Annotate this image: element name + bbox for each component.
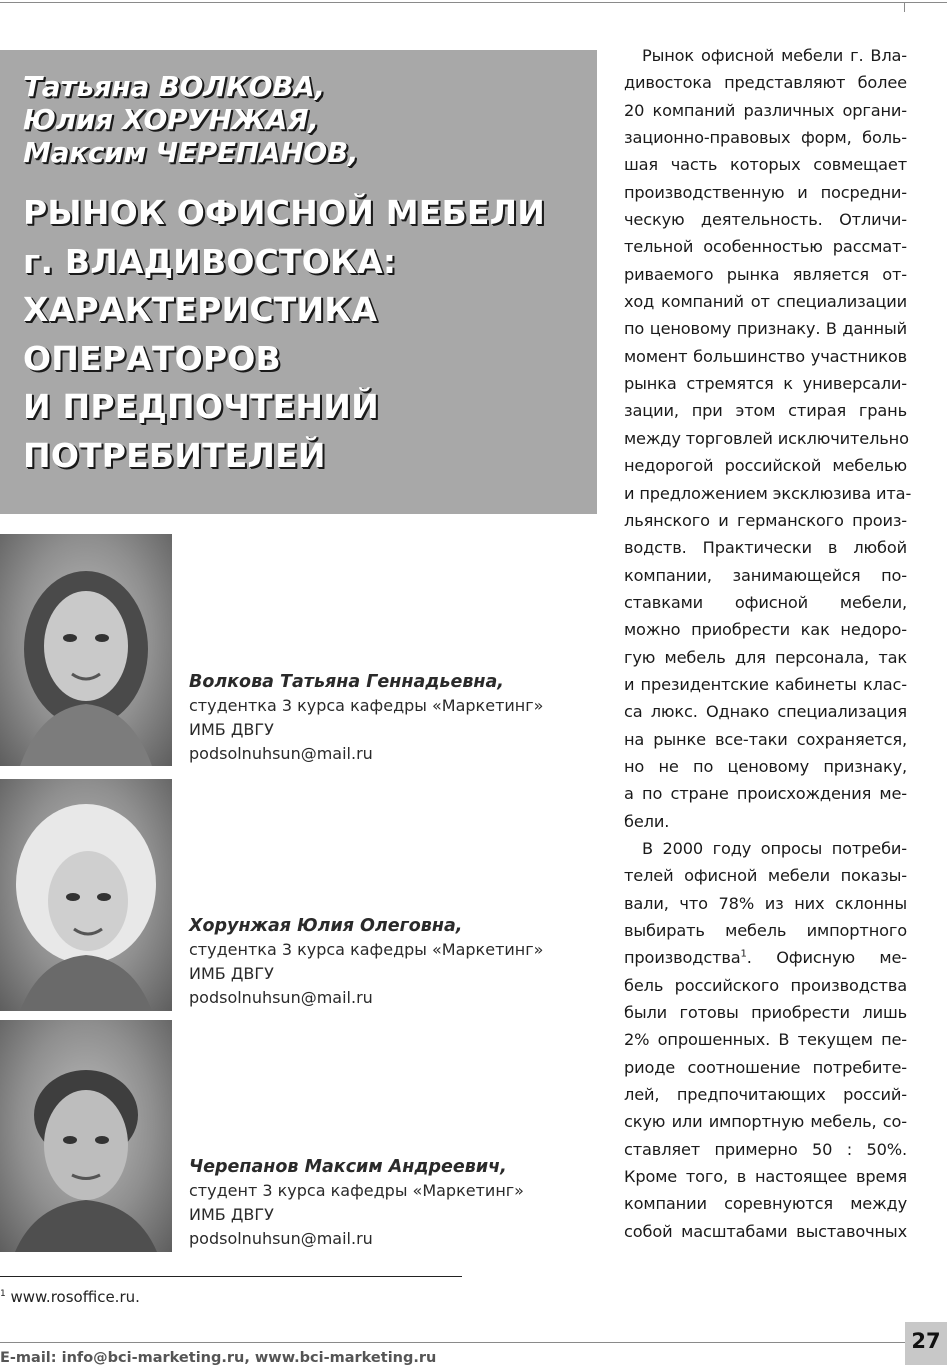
body-line: льянского и германского произ-: [624, 510, 907, 530]
body-line: тельной особенностью рассмат-: [624, 237, 907, 257]
body-line: компании, занимающейся по-: [624, 565, 907, 585]
body-line: Кроме того, в настоящее время: [624, 1167, 907, 1187]
body-line: В 2000 году опросы потреби-: [642, 838, 907, 858]
title-block: [0, 50, 597, 514]
top-rule-tick: [904, 2, 905, 12]
author-photo-3: [0, 1020, 172, 1252]
body-line: и президентские кабинеты клас-: [624, 674, 907, 694]
author-bio-email: podsolnuhsun@mail.ru: [189, 988, 373, 1007]
author-bio-name: Волкова Татьяна Геннадьевна,: [189, 672, 504, 692]
body-line: производственную и посредни-: [624, 182, 907, 202]
author-bio-2: [189, 914, 543, 1010]
body-line: момент большинство участников: [624, 346, 907, 366]
title-line-1: РЫНОК ОФИСНОЙ МЕБЕЛИ: [23, 193, 546, 232]
body-line: недорогой российской мебелью: [624, 456, 907, 476]
body-line: на рынке все-таки сохраняется,: [624, 729, 907, 749]
body-line: водств. Практически в любой: [624, 538, 907, 558]
body-line: но не по ценовому признаку,: [624, 756, 907, 776]
portrait-graphic-3: [0, 1020, 172, 1252]
author-names: [23, 70, 597, 169]
page-number: 27: [905, 1322, 947, 1365]
author-bio-1: [189, 670, 543, 766]
author-name-2: Юлия ХОРУНЖАЯ,: [23, 103, 319, 136]
body-line: бель российского производства: [624, 975, 907, 995]
body-line: бели.: [624, 811, 670, 831]
body-line: между торговлей исключительно: [624, 428, 909, 448]
author-bio-org: ИМБ ДВГУ: [189, 720, 274, 739]
title-line-5: И ПРЕДПОЧТЕНИЙ: [23, 387, 379, 426]
body-line: дивостока представляют более: [624, 73, 907, 93]
title-line-3: ХАРАКТЕРИСТИКА: [23, 290, 378, 329]
body-line: ставками офисной мебели,: [624, 592, 907, 612]
portrait-graphic-2: [0, 779, 172, 1011]
body-line: скую или импортную мебель, со-: [624, 1112, 907, 1132]
author-bio-3: [189, 1155, 524, 1251]
body-line: выбирать мебель импортного: [624, 921, 907, 940]
author-bio-position: студентка 3 курса кафедры «Маркетинг»: [189, 940, 544, 959]
body-line: Рынок офисной мебели г. Вла-: [642, 46, 907, 65]
author-name-1: Татьяна ВОЛКОВА,: [23, 70, 325, 103]
body-line: 20 компаний различных органи-: [624, 100, 907, 120]
body-line: рынка стремятся к универсали-: [624, 374, 907, 394]
body-line: зации, при этом стирая грань: [624, 401, 907, 421]
body-line: а по стране происхождения ме-: [624, 784, 907, 804]
title-line-2: г. ВЛАДИВОСТОКА:: [23, 241, 397, 281]
bottom-rule: [0, 1342, 905, 1343]
author-bio-name: Черепанов Максим Андреевич,: [189, 1157, 507, 1177]
author-bio-org: ИМБ ДВГУ: [189, 1205, 274, 1224]
body-line: гую мебель для персонала, так: [624, 647, 907, 667]
footnote-ref[interactable]: 1: [740, 948, 747, 960]
author-photo-2: [0, 779, 172, 1011]
footnote: [0, 1288, 140, 1306]
body-line-text: производства: [624, 948, 741, 968]
body-line: по ценовому признаку. В данный: [624, 319, 907, 339]
body-line: собой масштабами выставочных: [624, 1221, 907, 1241]
body-line: лей, предпочитающих россий-: [624, 1085, 907, 1105]
portrait-graphic-1: [0, 534, 172, 766]
body-line-tail: . Офисную ме-: [746, 948, 907, 968]
body-line: телей офисной мебели показы-: [624, 866, 907, 886]
body-line: были готовы приобрести лишь: [624, 1003, 907, 1023]
title-line-4: ОПЕРАТОРОВ: [23, 338, 281, 378]
footnote-number: 1: [0, 1289, 6, 1299]
body-line-with-footnote: [624, 944, 907, 971]
author-bio-name: Хорунжая Юлия Олеговна,: [189, 916, 463, 936]
top-rule: [0, 2, 947, 3]
body-line: риоде соотношение потребите-: [624, 1057, 907, 1077]
footnote-text[interactable]: www.rosoffice.ru.: [5, 1288, 140, 1306]
body-line: шая часть которых совмещает: [624, 155, 907, 175]
footer-contacts[interactable]: E-mail: info@bci-marketing.ru, www.bci-marketing.ru: [0, 1350, 437, 1366]
article-body: [624, 42, 912, 1245]
footnote-rule: [0, 1276, 462, 1277]
author-bio-position: студентка 3 курса кафедры «Маркетинг»: [189, 696, 544, 715]
body-line: ставляет примерно 50 : 50%.: [624, 1139, 907, 1159]
body-line: и предложением эксклюзива ита-: [624, 483, 912, 503]
author-bio-email: podsolnuhsun@mail.ru: [189, 1229, 373, 1248]
body-line: ческую деятельность. Отличи-: [624, 210, 907, 230]
body-line: компании соревнуются между: [624, 1194, 907, 1214]
author-bio-position: студент 3 курса кафедры «Маркетинг»: [189, 1181, 524, 1200]
body-line: можно приобрести как недоро-: [624, 620, 907, 640]
body-line: риваемого рынка является от-: [624, 264, 907, 284]
author-photo-1: [0, 534, 172, 766]
article-title: [23, 189, 597, 480]
title-line-6: ПОТРЕБИТЕЛЕЙ: [23, 435, 326, 475]
author-name-3: Максим ЧЕРЕПАНОВ,: [23, 136, 359, 169]
body-line: вали, что 78% из них склонны: [624, 893, 907, 913]
author-bio-email: podsolnuhsun@mail.ru: [189, 744, 373, 763]
body-line: 2% опрошенных. В текущем пе-: [624, 1030, 907, 1050]
author-bio-org: ИМБ ДВГУ: [189, 964, 274, 983]
body-line: ход компаний от специализации: [624, 292, 907, 312]
body-line: зационно-правовых форм, боль-: [624, 128, 907, 148]
body-line: са люкс. Однако специализация: [624, 702, 907, 722]
